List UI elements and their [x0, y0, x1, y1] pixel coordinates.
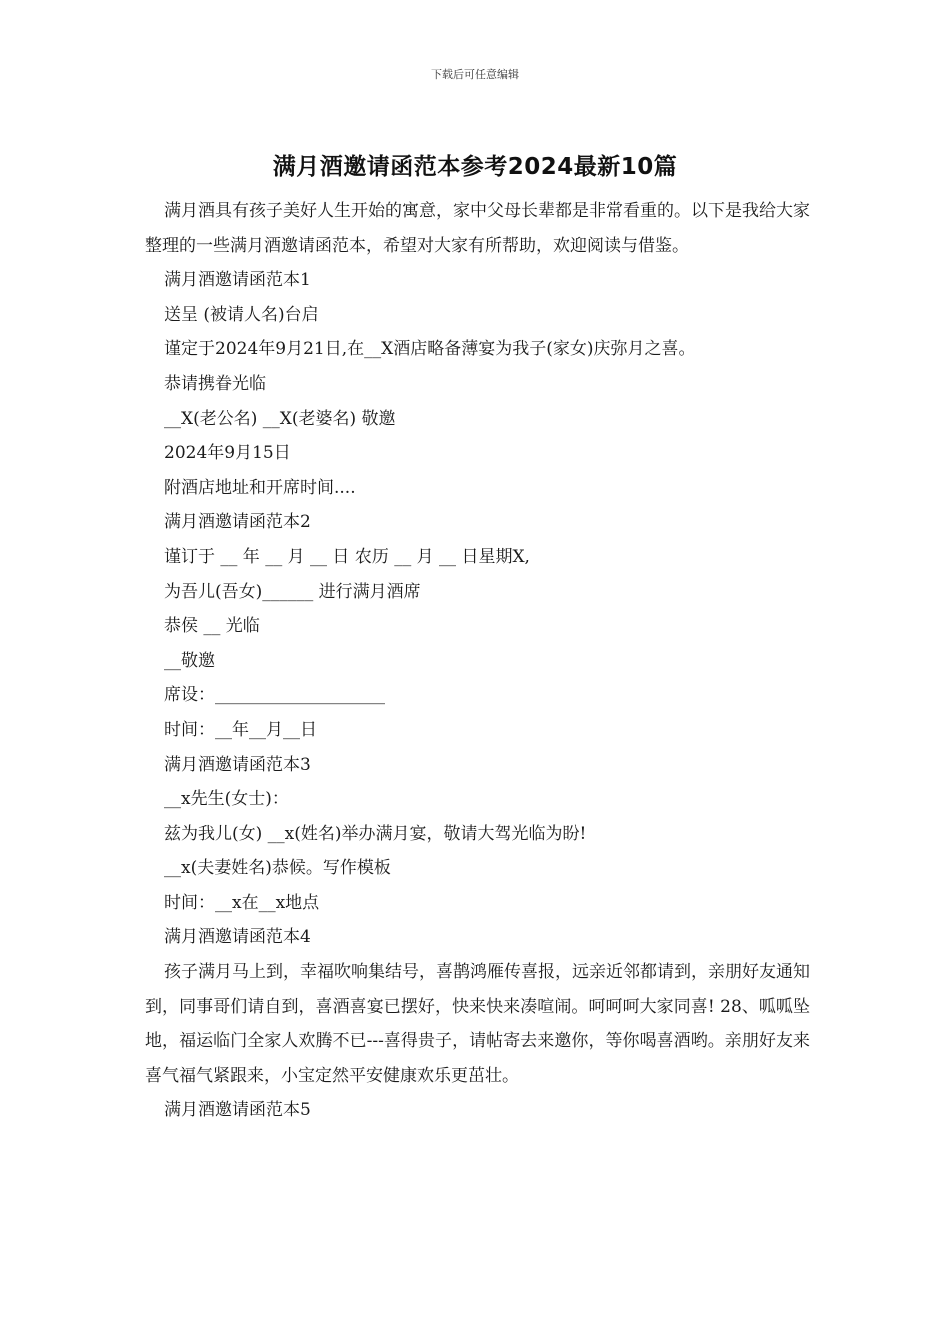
body-line: 恭侯 __ 光临 [164, 616, 260, 637]
body-line: 2024年9月15日 [164, 443, 291, 464]
body-line: 恭请携眷光临 [164, 373, 266, 394]
body-line: __x先生(女士)： [164, 789, 289, 810]
body-paragraph: 孩子满月马上到，幸福吹响集结号，喜鹊鸿雁传喜报，远亲近邻都请到，亲朋好友通知到，同事哥们请自到，喜酒喜宴已摆好，快来快来凑喧闹。呵呵呵大家同喜! 28、呱呱坠地，福运临门全家人欢腾不已---喜得贵子，请帖寄去来邀你，等你喝喜酒哟。亲朋好友来喜气福气紧跟来，小宝定然平安健康欢乐更茁壮。 [145, 962, 810, 1086]
section-heading: 满月酒邀请函范本4 [164, 927, 311, 948]
document-title: 满月酒邀请函范本参考2024最新10篇 [272, 154, 678, 180]
body-line: __x(夫妻姓名)恭候。写作模板 [164, 858, 391, 879]
section-heading: 满月酒邀请函范本3 [164, 754, 311, 775]
body-line: 时间：__x在__x地点 [164, 892, 320, 913]
body-line: 送呈 (被请人名)台启 [164, 304, 319, 325]
section-heading: 满月酒邀请函范本2 [164, 512, 311, 533]
body-line: __X(老公名) __X(老婆名) 敬邀 [164, 408, 396, 429]
body-line: 谨订于 __ 年 __ 月 __ 日 农历 __ 月 __ 日星期X, [164, 546, 530, 567]
section-heading: 满月酒邀请函范本5 [164, 1100, 311, 1121]
body-line: 为吾儿(吾女)______ 进行满月酒席 [164, 581, 421, 602]
body-line: 谨定于2024年9月21日,在__X酒店略备薄宴为我子(家女)庆弥月之喜。 [164, 339, 696, 360]
body-line: 兹为我儿(女) __x(姓名)举办满月宴，敬请大驾光临为盼! [164, 823, 587, 844]
body-line: 席设：____________________ [164, 685, 385, 706]
header-note: 下载后可任意编辑 [431, 68, 519, 81]
section-heading: 满月酒邀请函范本1 [164, 270, 311, 291]
body-line: __敬邀 [164, 650, 215, 671]
body-line: 时间：__年__月__日 [164, 719, 317, 740]
intro-paragraph: 满月酒具有孩子美好人生开始的寓意，家中父母长辈都是非常看重的。以下是我给大家整理的一些满月酒邀请函范本，希望对大家有所帮助，欢迎阅读与借鉴。 [145, 201, 810, 256]
document-body [145, 194, 810, 1128]
body-line: 附酒店地址和开席时间.... [164, 477, 356, 498]
